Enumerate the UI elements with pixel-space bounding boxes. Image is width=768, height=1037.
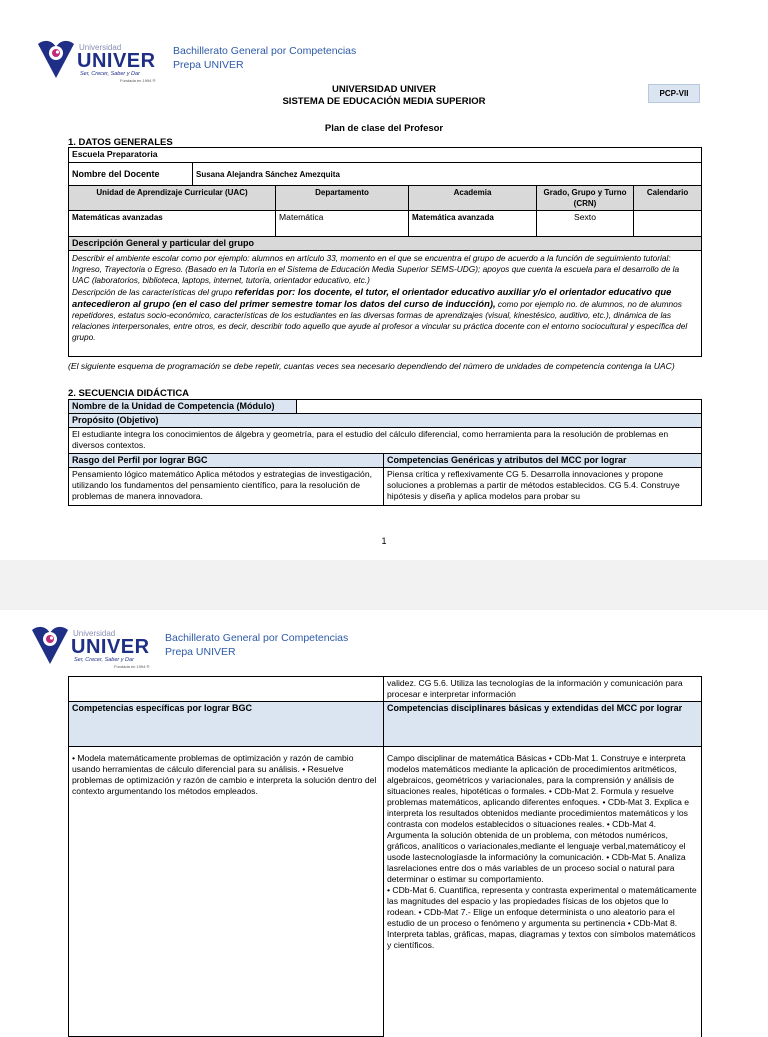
descripcion-intro: Descripción de las características del grupo bbox=[72, 287, 235, 297]
disciplinares-label: Competencias disciplinares básicas y extendidas del MCC por lograr bbox=[384, 702, 702, 747]
genericas-continuation: validez. CG 5.6. Utiliza las tecnologías de la información y comunicación para procesar e interpretar información bbox=[384, 677, 702, 702]
unidad-value bbox=[297, 400, 702, 414]
doc-code-badge: PCP-VII bbox=[648, 84, 700, 103]
doc-subtitle: Plan de clase del Profesor bbox=[324, 123, 444, 134]
escuela-label: Escuela Preparatoria bbox=[69, 148, 702, 163]
competencias-table bbox=[68, 676, 702, 1037]
disciplinares-part-2: • CDb-Mat 6. Cuantifica, representa y contrasta experimental o matemáticamente las magnitudes del espacio y las propiedades físicas de los objetos que lo rodean. • CDb-Mat 7.- Elige un enfoque determinista o uno aleatorio para el estudio de un proceso o fenómeno y argumenta su pertinencia • CDb-Mat 8. Interpreta tablas, gráficas, mapas, diagramas y textos con símbolos matemáticos y científicos. bbox=[387, 885, 697, 950]
descripcion-label: Descripción General y particular del grupo bbox=[69, 237, 702, 251]
repeat-note: (El siguiente esquema de programación se debe repetir, cuantas veces sea necesario dependiendo del número de unidades de competencia contenga la UAC) bbox=[68, 361, 675, 371]
univer-heart-icon bbox=[28, 624, 72, 666]
docente-value: Susana Alejandra Sánchez Amezquita bbox=[193, 163, 702, 186]
header-grado-grupo: Grado, Grupo y Turno (CRN) bbox=[537, 186, 634, 211]
section-datos-generales: 1. DATOS GENERALES bbox=[68, 137, 173, 148]
docente-label: Nombre del Docente bbox=[69, 163, 193, 186]
secuencia-table bbox=[68, 399, 702, 506]
header-prepa-name: Prepa UNIVER bbox=[173, 59, 244, 71]
header-calendario: Calendario bbox=[634, 186, 702, 211]
genericas-label: Competencias Genéricas y atributos del MCC por lograr bbox=[384, 454, 702, 468]
especificas-label: Competencias específicas por lograr BGC bbox=[69, 702, 384, 747]
logo-universidad-text: Universidad bbox=[73, 629, 116, 638]
especificas-value: • Modela matemáticamente problemas de optimización y razón de cambio usando herramientas de cálculo diferencial para su análisis. • Resuelve problemas de optimización y razón de cambio e interpreta la solución dentro del contexto argumentando los métodos empleados. bbox=[69, 747, 384, 1037]
page-number: 1 bbox=[381, 536, 387, 546]
value-uac: Matemáticas avanzadas bbox=[69, 211, 276, 237]
document-page-2 bbox=[0, 610, 768, 1024]
cont-left-empty bbox=[69, 677, 384, 702]
univer-logo bbox=[34, 38, 78, 80]
header-program-name: Bachillerato General por Competencias bbox=[165, 632, 349, 644]
datos-generales-table bbox=[68, 147, 702, 357]
unidad-label: Nombre de la Unidad de Competencia (Módulo) bbox=[69, 400, 297, 414]
doc-title-system: SISTEMA DE EDUCACIÓN MEDIA SUPERIOR bbox=[282, 96, 486, 107]
proposito-value: El estudiante integra los conocimientos de álgebra y geometría, para el estudio del cálculo diferencial, como herramienta para la resolución de problemas en diversos contextos. bbox=[69, 428, 702, 454]
header-prepa-name: Prepa UNIVER bbox=[165, 646, 236, 658]
header-departamento: Departamento bbox=[276, 186, 409, 211]
disciplinares-part-1: Campo disciplinar de matemática Básicas • CDb-Mat 1. Construye e interpreta modelos matemáticos mediante la aplicación de procedimientos aritméticos, algebraicos, geométricos y variacionales, para la comprensión y análisis de situaciones reales, hipotéticas o formales. • CDb-Mat 2. Formula y resuelve problemas matemáticos, aplicando diferentes enfoques. • CDb-Mat 3. Explica e interpreta los resultados obtenidos mediante procedimientos matemáticos y los contrasta con modelos establecidos o situaciones reales. • CDb-Mat 4. Argumenta la solución obtenida de un problema, con métodos numéricos, gráficos, analíticos o variacionales,mediante el lenguaje verbal,matemáticoy el usode lastecnologíasde la informacióny la comunicación. • CDb-Mat 5. Analiza lasrelaciones entre dos o más variables de un proceso social o natural para determinar o estimar su comportamiento. bbox=[387, 753, 690, 884]
descripcion-paragraph-2 bbox=[72, 286, 698, 343]
disciplinares-value bbox=[384, 747, 702, 1037]
header-uac: Unidad de Aprendizaje Curricular (UAC) bbox=[69, 186, 276, 211]
logo-founded: Fundada en 1994 ® bbox=[114, 664, 150, 669]
descripcion-rest: como por ejemplo no. de alumnos, no de alumnos repetidores, estatus socio-económico, características de los estudiantes en las diversas formas de aprendizajes (visual, kinestésico, auditivo, etc.), dinámica de las relaciones interpersonales, entre otros, es decir, describir todo aquello que ayude al profesor a vincular su práctica docente con el entorno sociocultural y específica del grupo. bbox=[72, 299, 688, 342]
genericas-value: Piensa crítica y reflexivamente CG 5. Desarrolla innovaciones y propone soluciones a problemas a partir de métodos establecidos. CG 5.4. Construye hipótesis y diseña y aplica modelos para probar su bbox=[384, 468, 702, 506]
descripcion-paragraph-1: Describir el ambiente escolar como por ejemplo: alumnos en artículo 33, momento en el que se encuentra el grupo de acuerdo a la función de seguimiento tutorial: Ingreso, Trayectoria o Egreso. (Basado en la Tutoría en el Sistema de Educación Media Superior SEMS-UDG); apoyos que cuenta la escuela para el desarrollo de la UAC (laboratorios, biblioteca, laptops, internet, tutoría, orientador educativo, etc.) bbox=[72, 253, 680, 285]
value-calendario bbox=[634, 211, 702, 237]
logo-universidad-text: Universidad bbox=[79, 43, 122, 52]
rasgo-label: Rasgo del Perfil por lograr BGC bbox=[69, 454, 384, 468]
logo-tagline: Ser, Crecer, Saber y Dar bbox=[80, 71, 140, 77]
univer-logo-page2 bbox=[28, 624, 72, 666]
descripcion-value bbox=[69, 251, 702, 357]
header-academia: Academia bbox=[409, 186, 537, 211]
logo-wordmark: UNIVER bbox=[71, 636, 150, 658]
doc-title-university: UNIVERSIDAD UNIVER bbox=[332, 84, 436, 95]
logo-founded: Fundada en 1994 ® bbox=[120, 78, 156, 83]
logo-tagline: Ser, Crecer, Saber y Dar bbox=[74, 657, 134, 663]
header-program-name: Bachillerato General por Competencias bbox=[173, 45, 357, 57]
proposito-label: Propósito (Objetivo) bbox=[69, 414, 702, 428]
logo-wordmark: UNIVER bbox=[77, 50, 156, 72]
page-separator bbox=[0, 560, 768, 610]
section-secuencia: 2. SECUENCIA DIDÁCTICA bbox=[68, 388, 190, 399]
value-academia: Matemática avanzada bbox=[409, 211, 537, 237]
rasgo-value: Pensamiento lógico matemático Aplica métodos y estrategias de investigación, utilizando los fundamentos del pensamiento científico, para la resolución de problemas de manera innovadora. bbox=[69, 468, 384, 506]
value-grado-grupo: Sexto bbox=[537, 211, 634, 237]
descripcion-bold: referidas por: los docente, el tutor, el orientador educativo auxiliar y/o el orientador educativo que antecedieron al grupo (en el caso del primer semestre tomar los datos del curso de inducción), bbox=[72, 286, 672, 309]
univer-heart-icon bbox=[34, 38, 78, 80]
value-departamento: Matemática bbox=[276, 211, 409, 237]
